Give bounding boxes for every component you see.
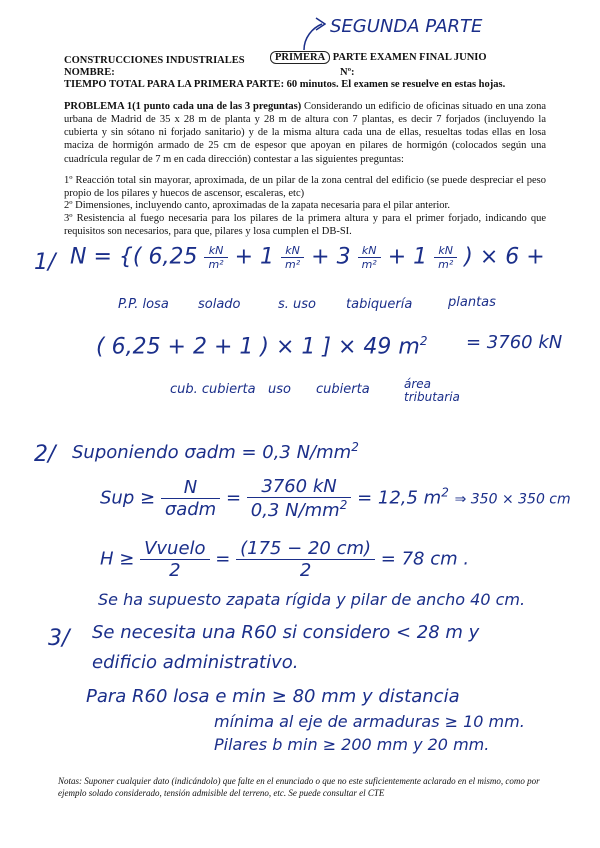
answer-2-note: Se ha supuesto zapata rígida y pilar de ancho 40 cm. xyxy=(98,590,526,609)
fraction-values: $\frac{3760 kN}{0,3 N/mm^2}$ xyxy=(247,476,352,521)
label-uso: uso xyxy=(268,382,291,397)
fraction-vuelo-values: $\frac{(175 - 20 cm)}{2}$ xyxy=(236,538,375,581)
name-label: NOMBRE: xyxy=(64,67,115,78)
label-pp-losa: P.P. losa xyxy=(118,297,169,312)
h-formula: H ≥ $\frac{\text{Vvuelo}}{2}$ = $\frac{(175 - 20 cm)}{2}$ = 78 cm . xyxy=(100,538,470,581)
answer-3-label: 3/ xyxy=(48,626,70,651)
label-solado: solado xyxy=(198,297,241,312)
time-line: TIEMPO TOTAL PARA LA PRIMERA PARTE: 60 minutos. El examen se resuelve en estas hojas. xyxy=(64,79,506,90)
answer-2-intro: Suponiendo σadm = 0,3 $N/mm^2$ xyxy=(72,440,359,463)
label-area-tributaria: área tributaria xyxy=(404,377,460,405)
answer-3-line-4: mínima al eje de armaduras ≥ 10 mm. xyxy=(214,712,525,731)
problem-text: Considerando un edificio de oficinas situado en una zona urbana de Madrid de 35 x 28 m de planta y 28 m de altura con 7 plantas, es decir 7 forjados (incluyendo la cubierta y sin sótano ni forjado sanitario) y de la misma altura cada una de ellas, resueltas todas ellas en losa maciza de hormigón armado de 25 cm de espesor que apoyan en pilares de hormigón (colocados según una cuadrícula regular de 7 m en cada dirección) contestar a las siguientes preguntas: xyxy=(64,101,547,165)
course-title: CONSTRUCCIONES INDUSTRIALES xyxy=(64,55,245,66)
unit-fraction: $\frac{kN}{\text{m²}}$ xyxy=(204,244,227,271)
answer-3-line-3: Para R60 losa e min ≥ 80 mm y distancia xyxy=(86,686,460,707)
question-2: 2º Dimensiones, incluyendo canto, aproximadas de la zapata necesaria para el pilar anterior. xyxy=(64,200,451,211)
label-tabiqueria: tabiquería xyxy=(346,297,413,312)
second-part-annotation: SEGUNDA PARTE xyxy=(330,16,483,37)
label-cub-cubierta: cub. cubierta xyxy=(170,382,256,397)
label-s-uso: s. uso xyxy=(278,297,317,312)
unit-fraction: $\frac{kN}{\text{m²}}$ xyxy=(434,244,457,271)
question-3: 3º Resistencia al fuego necesaria para los pilares de la primera altura y para el primer forjado, indicando que requisitos son necesarios, para que, pilares y losa cumplen el DB-SI. xyxy=(64,213,546,238)
annotation-arrow xyxy=(292,8,326,52)
answer-1-label: 1/ xyxy=(34,250,56,275)
answer-2-label: 2/ xyxy=(34,442,56,467)
part-rest: PARTE EXAMEN FINAL JUNIO xyxy=(332,52,487,63)
answer-1-line-2: ( 6,25 + 2 + 1 ) × 1 ] × 49 $m^2$ xyxy=(96,334,428,360)
label-cubierta: cubierta xyxy=(316,382,370,397)
problem-statement xyxy=(64,100,546,166)
label-plantas: plantas xyxy=(448,295,496,310)
answer-3-line-1: Se necesita una R60 si considero < 28 m y xyxy=(92,622,480,643)
problem-heading: PROBLEMA 1(1 punto cada una de las 3 preguntas) xyxy=(64,101,302,112)
answer-3-line-5: Pilares b min ≥ 200 mm y 20 mm. xyxy=(214,735,490,754)
unit-fraction: $\frac{kN}{\text{m²}}$ xyxy=(281,244,304,271)
fraction-vuelo: $\frac{\text{Vvuelo}}{2}$ xyxy=(140,538,209,581)
question-1: 1º Reacción total sin mayorar, aproximada, de un pilar de la zona central del edificio (se puede despreciar el peso propio de los pilares y huecos de ascensor, escaleras, etc) xyxy=(64,175,546,200)
answer-1-result: = 3760 kN xyxy=(466,332,563,353)
number-label: Nº: xyxy=(340,67,355,78)
sup-formula: Sup ≥ $\frac{N}{\text{σadm}}$ = $\frac{3760 kN}{0,3 N/mm^2}$ = 12,5 $m^2$ ⇒ 350 × 350 cm xyxy=(100,476,571,521)
answer-3-line-2: edificio administrativo. xyxy=(92,652,299,673)
unit-fraction: $\frac{kN}{\text{m²}}$ xyxy=(358,244,381,271)
exam-part-title xyxy=(270,51,487,64)
fraction-n-over-sigma: $\frac{N}{\text{σadm}}$ xyxy=(161,477,220,520)
footnote: Notas: Suponer cualquier dato (indicándolo) que falte en el enunciado o que no este suficientemente aclarado en el mismo, como por ejemplo solado considerado, tensión admisible del terreno, etc. Se puede consultar el CTE xyxy=(58,776,540,798)
answer-1-equation: N = {( 6,25 $\frac{kN}{\text{m²}}$ + 1 $\frac{kN}{\text{m²}}$ + 3 $\frac{kN}{\text{m²}}$ + 1 $\frac{kN}{\text{m²}}$ ) × 6 + xyxy=(70,244,545,271)
part-box: PRIMERA xyxy=(270,51,330,64)
